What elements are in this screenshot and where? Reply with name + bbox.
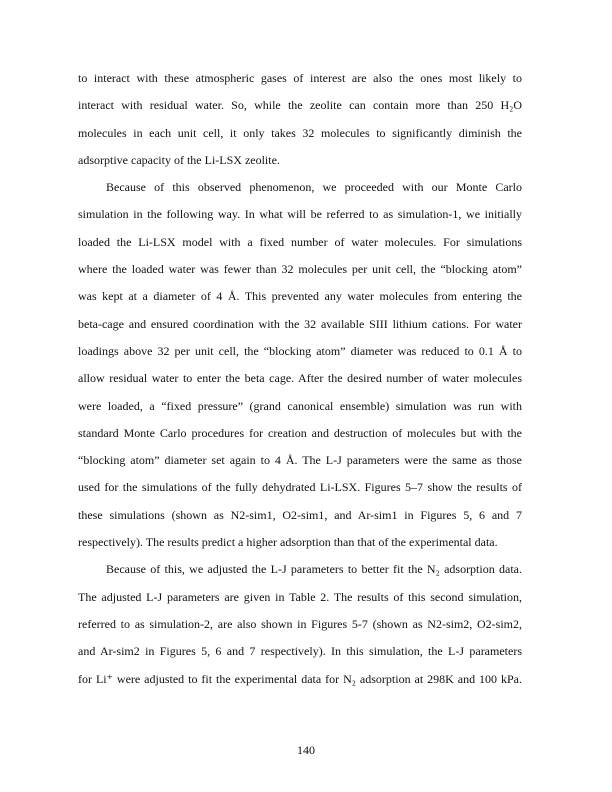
text-line: “blocking atom” diameter set again to 4 Å. The L-J parameters were the same as those [78, 453, 522, 468]
page-number: 140 [297, 743, 315, 757]
text-line: Because of this, we adjusted the L-J parameters to better fit the N₂ adsorption data. [106, 562, 522, 577]
text-line: to interact with these atmospheric gases of interest are also the ones most likely to [78, 71, 522, 85]
text-line: adsorptive capacity of the Li-LSX zeolite. [78, 152, 280, 167]
text-line: used for the simulations of the fully dehydrated Li-LSX. Figures 5–7 show the results of [78, 480, 522, 495]
text-line: The adjusted L-J parameters are given in Table 2. The results of this second simulation, [78, 589, 522, 604]
text-line: referred to as simulation-2, are also shown in Figures 5-7 (shown as N2-sim2, O2-sim2, [78, 616, 522, 631]
text-line: loadings above 32 per unit cell, the “blocking atom” diameter was reduced to 0.1 Å to [78, 343, 522, 358]
text-line: allow residual water to enter the beta cage. After the desired number of water molecules [78, 371, 522, 386]
text-line: Because of this observed phenomenon, we proceeded with our Monte Carlo [106, 180, 522, 195]
text-line: beta-cage and ensured coordination with the 32 available SIII lithium cations. For water [78, 316, 522, 331]
body-text [78, 68, 522, 696]
text-line: where the loaded water was fewer than 32 molecules per unit cell, the “blocking atom” [78, 262, 522, 277]
text-line: interact with residual water. So, while the zeolite can contain more than 250 H₂O [78, 98, 522, 113]
text-line: standard Monte Carlo procedures for creation and destruction of molecules but with the [78, 425, 522, 440]
text-line: simulation in the following way. In what will be referred to as simulation-1, we initially [78, 207, 522, 222]
text-line: were loaded, a “fixed pressure” (grand canonical ensemble) simulation was run with [78, 398, 522, 413]
text-line: loaded the Li-LSX model with a fixed number of water molecules. For simulations [78, 234, 522, 249]
text-line: these simulations (shown as N2-sim1, O2-sim1, and Ar-sim1 in Figures 5, 6 and 7 [78, 507, 522, 522]
text-line: molecules in each unit cell, it only takes 32 molecules to significantly diminish the [78, 125, 522, 140]
text-line: respectively). The results predict a higher adsorption than that of the experimental data. [78, 535, 498, 550]
text-line: for Li⁺ were adjusted to fit the experimental data for N₂ adsorption at 298K and 100 kPa. [78, 671, 522, 686]
text-line: and Ar-sim2 in Figures 5, 6 and 7 respectively). In this simulation, the L-J parameters [78, 644, 522, 659]
text-line: was kept at a diameter of 4 Å. This prevented any water molecules from entering the [78, 289, 522, 304]
